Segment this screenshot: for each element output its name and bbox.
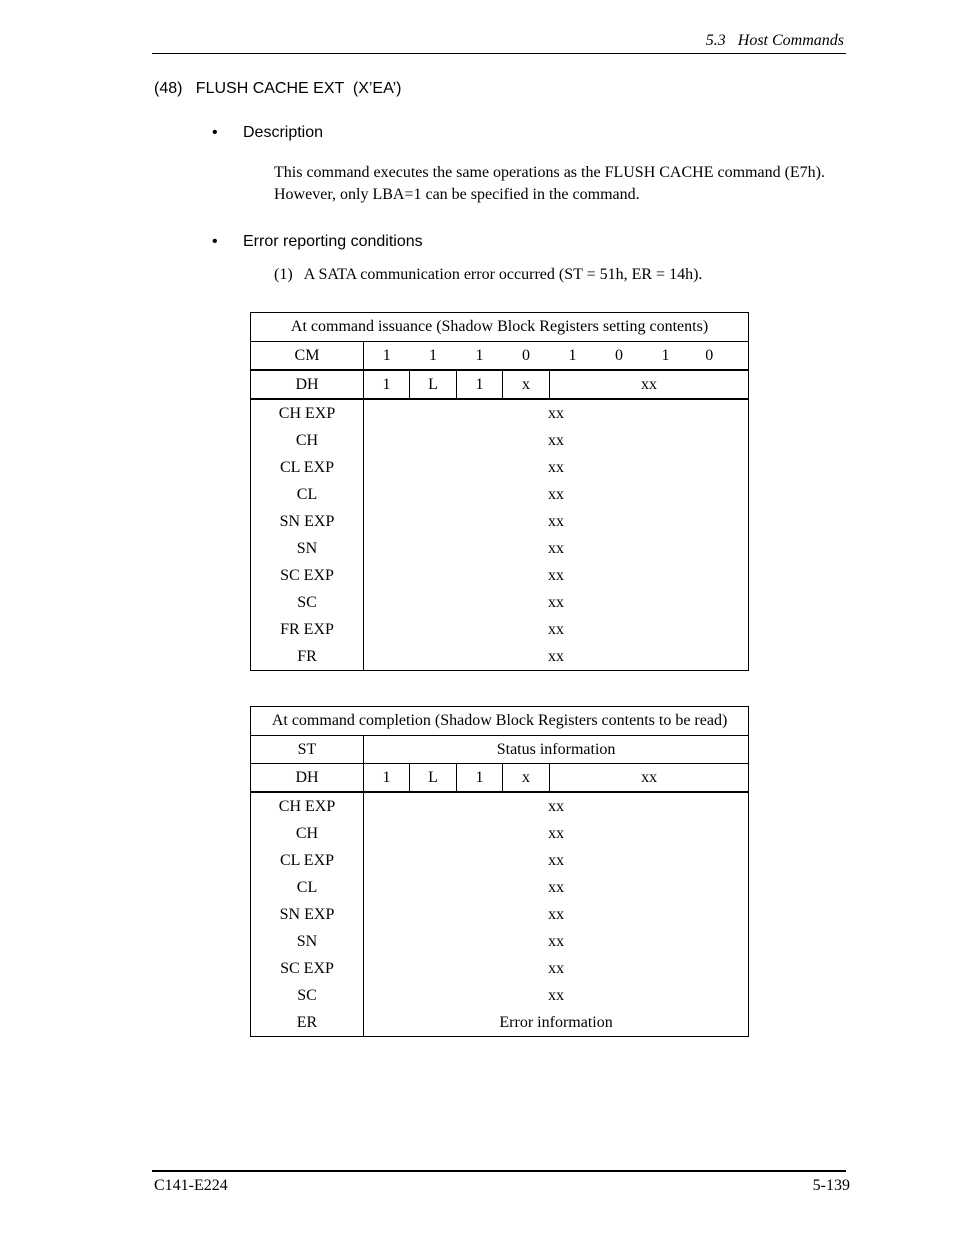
register-row — [251, 535, 749, 562]
register-row — [251, 847, 749, 874]
register-name: SN EXP — [251, 508, 364, 535]
header-rule — [152, 53, 846, 54]
register-value: xx — [364, 481, 749, 508]
register-name: SC EXP — [251, 562, 364, 589]
page-number: 5-139 — [812, 1177, 850, 1194]
footer-rule — [152, 1170, 846, 1172]
register-value: xx — [364, 643, 749, 671]
register-name: CH — [251, 427, 364, 454]
error-conditions-heading: Error reporting conditions — [243, 233, 423, 250]
bit-value: 1 — [364, 764, 410, 793]
register-value: xx — [364, 508, 749, 535]
register-value: Status information — [364, 736, 749, 764]
bit-value: 1 — [550, 342, 596, 371]
register-name: SC — [251, 982, 364, 1009]
bit-value: 1 — [410, 342, 457, 371]
register-row — [251, 901, 749, 928]
register-row — [251, 562, 749, 589]
bullet-symbol: • — [212, 124, 218, 141]
register-value: xx — [550, 764, 749, 793]
register-name: FR — [251, 643, 364, 671]
register-name: DH — [251, 764, 364, 793]
register-name: ST — [251, 736, 364, 764]
register-name: CH — [251, 820, 364, 847]
register-name: SN — [251, 928, 364, 955]
register-value: xx — [364, 589, 749, 616]
register-value: xx — [364, 454, 749, 481]
running-header: 5.3 Host Commands — [705, 32, 844, 49]
register-value: xx — [364, 399, 749, 427]
register-name: SC EXP — [251, 955, 364, 982]
register-row — [251, 792, 749, 820]
register-value: xx — [364, 820, 749, 847]
bit-value: 0 — [503, 342, 550, 371]
register-name: SN EXP — [251, 901, 364, 928]
bit-value: 1 — [457, 764, 503, 793]
register-name: CL — [251, 874, 364, 901]
register-value: xx — [364, 616, 749, 643]
register-value: xx — [364, 982, 749, 1009]
register-row — [251, 874, 749, 901]
bit-value: L — [410, 764, 457, 793]
register-row — [251, 616, 749, 643]
document-id: C141-E224 — [154, 1177, 228, 1194]
bit-value: x — [503, 764, 550, 793]
register-name: FR EXP — [251, 616, 364, 643]
bit-value: L — [410, 370, 457, 399]
table-caption: At command completion (Shadow Block Registers contents to be read) — [251, 707, 749, 736]
bit-value: 0 — [596, 342, 643, 371]
bit-value: 0 — [689, 342, 749, 371]
register-value: xx — [364, 874, 749, 901]
register-row — [251, 427, 749, 454]
register-name: CM — [251, 342, 364, 371]
register-value: xx — [364, 901, 749, 928]
description-heading: Description — [243, 124, 324, 141]
completion-register-table — [250, 706, 749, 1037]
register-name: CL EXP — [251, 454, 364, 481]
register-value: xx — [364, 847, 749, 874]
register-name: CH EXP — [251, 792, 364, 820]
register-row — [251, 643, 749, 671]
register-row — [251, 454, 749, 481]
section-title: (48) FLUSH CACHE EXT (X’EA’) — [154, 80, 402, 97]
register-row — [251, 508, 749, 535]
table-caption: At command issuance (Shadow Block Registers setting contents) — [251, 313, 749, 342]
bit-value: x — [503, 370, 550, 399]
bit-value: 1 — [643, 342, 689, 371]
bit-value: 1 — [457, 342, 503, 371]
register-name: CH EXP — [251, 399, 364, 427]
register-value: xx — [550, 370, 749, 399]
register-name: CL — [251, 481, 364, 508]
register-value: xx — [364, 792, 749, 820]
bit-value: 1 — [364, 342, 410, 371]
register-name: SC — [251, 589, 364, 616]
register-row — [251, 982, 749, 1009]
register-name: ER — [251, 1009, 364, 1037]
register-name: DH — [251, 370, 364, 399]
register-value: xx — [364, 928, 749, 955]
register-value: xx — [364, 427, 749, 454]
register-row — [251, 820, 749, 847]
bit-value: 1 — [457, 370, 503, 399]
register-name: CL EXP — [251, 847, 364, 874]
bullet-symbol: • — [212, 233, 218, 250]
register-value: Error information — [364, 1009, 749, 1037]
register-value: xx — [364, 562, 749, 589]
bit-value: 1 — [364, 370, 410, 399]
register-row — [251, 481, 749, 508]
register-row — [251, 955, 749, 982]
register-value: xx — [364, 955, 749, 982]
issuance-register-table — [250, 312, 749, 671]
register-row — [251, 589, 749, 616]
description-paragraph: This command executes the same operations as the FLUSH CACHE command (E7h). However, only LBA=1 can be specified in the command. — [274, 164, 825, 203]
register-value: xx — [364, 535, 749, 562]
error-condition-item: (1) A SATA communication error occurred (ST = 51h, ER = 14h). — [274, 266, 703, 283]
register-row — [251, 928, 749, 955]
register-row — [251, 1009, 749, 1037]
register-row — [251, 399, 749, 427]
register-name: SN — [251, 535, 364, 562]
